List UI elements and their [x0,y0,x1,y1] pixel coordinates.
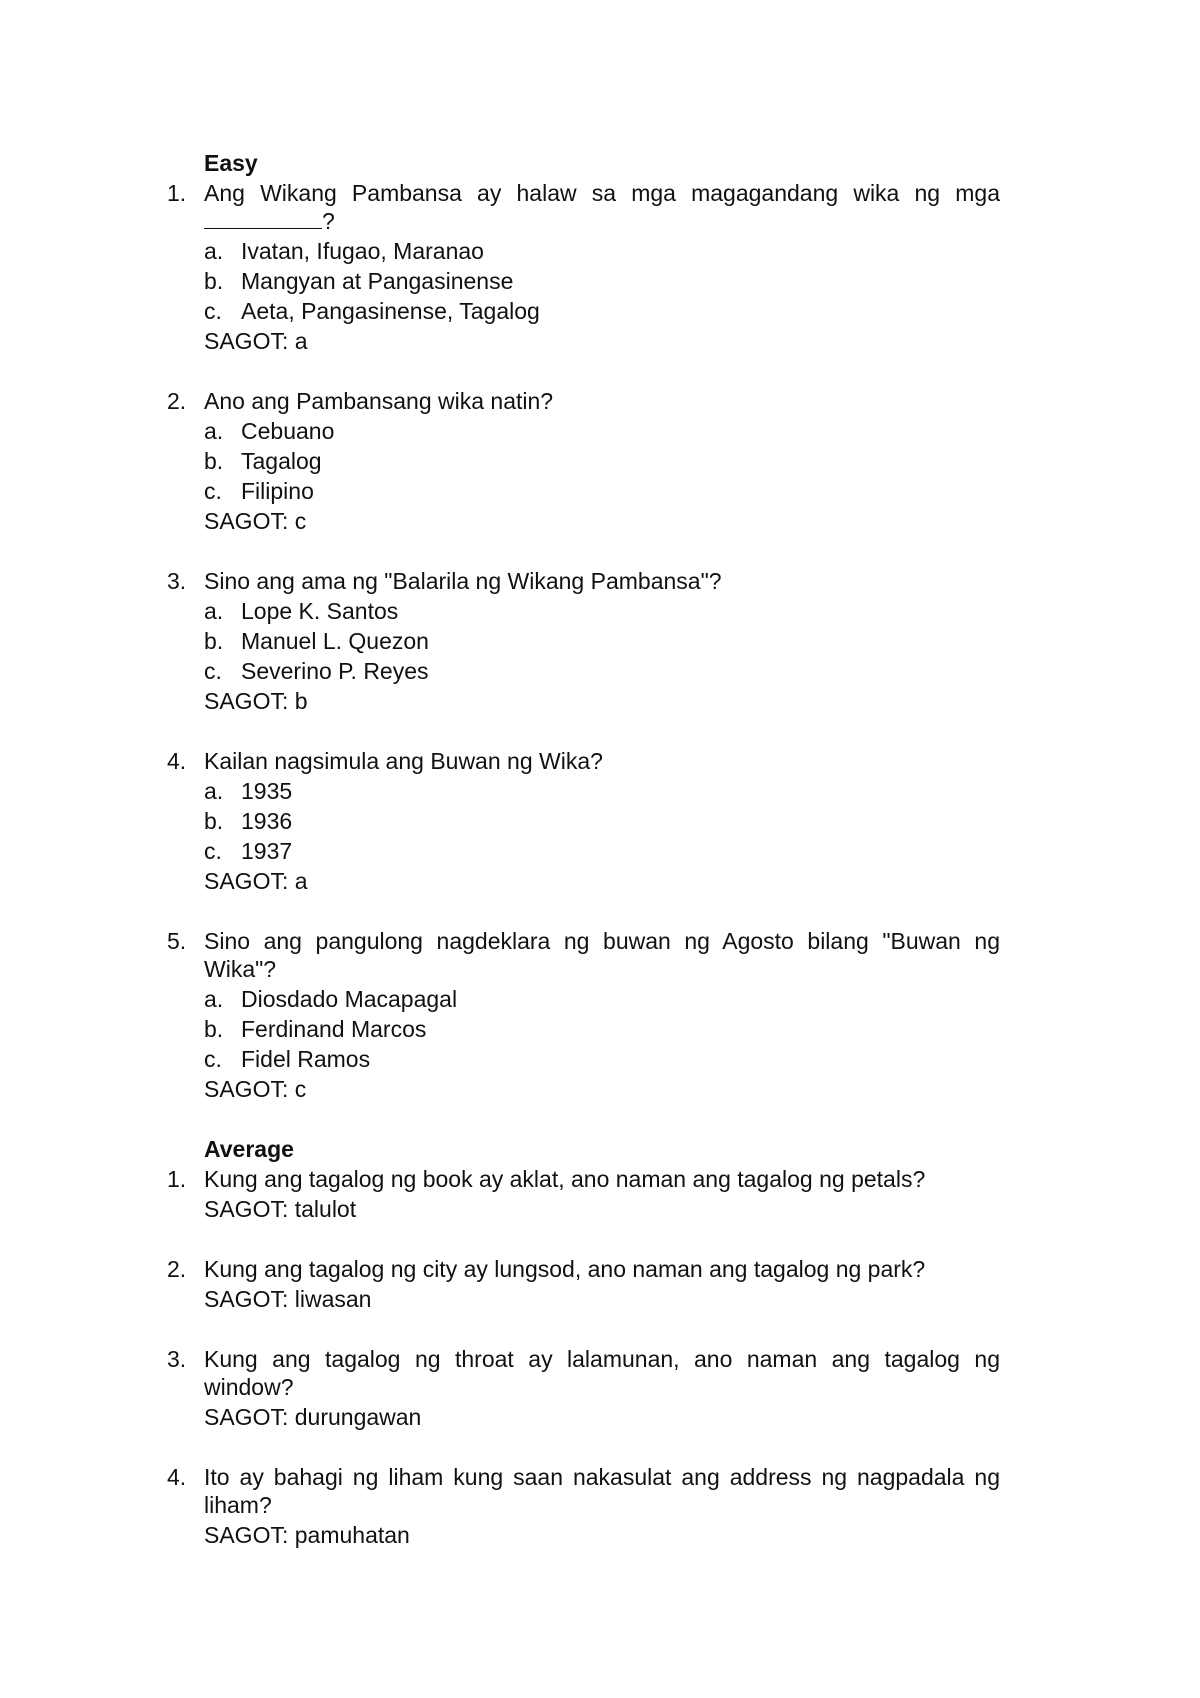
choice-text: 1936 [241,808,293,834]
answer-line: SAGOT: b [204,688,308,714]
spacer [204,1104,1000,1134]
choice-text: Mangyan at Pangasinense [241,268,514,294]
answer-line: SAGOT: c [204,1076,307,1102]
spacer [204,1224,1000,1254]
question-text-part: Ang Wikang Pambansa ay halaw sa mga magagandang wika ng mga [204,180,1000,206]
choice-c [204,1044,1000,1074]
question-number: 2. [167,1256,187,1282]
choice-text: Lope K. Santos [241,598,399,624]
question-number: 1. [167,1166,187,1192]
document-content [167,148,1000,1550]
choice-letter: b. [204,1016,224,1042]
choice-letter: a. [204,986,224,1012]
answer-line: SAGOT: liwasan [204,1286,372,1312]
choice-letter: b. [204,448,224,474]
choice-text: Fidel Ramos [241,1046,371,1072]
choice-text: 1937 [241,838,293,864]
spacer [204,716,1000,746]
average-question-4 [167,1462,1000,1550]
choice-text: Ferdinand Marcos [241,1016,427,1042]
choice-b [204,626,1000,656]
answer-line: SAGOT: durungawan [204,1404,422,1430]
question-number: 3. [167,568,187,594]
choice-text: Aeta, Pangasinense, Tagalog [241,298,540,324]
choice-text: Cebuano [241,418,335,444]
easy-question-1 [167,178,1000,356]
average-question-2 [167,1254,1000,1314]
choice-c [204,296,1000,326]
spacer [204,1314,1000,1344]
choice-text: Manuel L. Quezon [241,628,429,654]
choice-c [204,836,1000,866]
average-question-1 [167,1164,1000,1224]
choice-letter: a. [204,598,224,624]
choice-letter: b. [204,808,224,834]
choice-letter: c. [204,838,222,864]
choice-text: Ivatan, Ifugao, Maranao [241,238,484,264]
choice-letter: c. [204,298,222,324]
question-text: Kung ang tagalog ng city ay lungsod, ano naman ang tagalog ng park? [204,1256,926,1282]
choice-b [204,266,1000,296]
question-number: 3. [167,1346,187,1372]
question-number: 5. [167,928,187,954]
choice-a [204,416,1000,446]
question-number: 1. [167,180,187,206]
choice-a [204,596,1000,626]
answer-line: SAGOT: talulot [204,1196,357,1222]
choice-c [204,476,1000,506]
question-text [204,178,1000,236]
question-text: Ano ang Pambansang wika natin? [204,388,554,414]
question-text: Ito ay bahagi ng liham kung saan nakasulat ang address ng nagpadala ng liham? [204,1464,1000,1518]
answer-line: SAGOT: pamuhatan [204,1522,410,1548]
question-text-end: ? [322,208,335,234]
section-title-average: Average [204,1136,294,1162]
question-text: Kailan nagsimula ang Buwan ng Wika? [204,748,603,774]
choice-letter: a. [204,778,224,804]
question-text: Kung ang tagalog ng throat ay lalamunan, ano naman ang tagalog ng window? [204,1346,1000,1400]
choice-b [204,806,1000,836]
choice-letter: a. [204,418,224,444]
choice-text: 1935 [241,778,293,804]
choice-c [204,656,1000,686]
question-text: Sino ang ama ng "Balarila ng Wikang Pambansa"? [204,568,722,594]
choice-text: Diosdado Macapagal [241,986,458,1012]
answer-blank [204,207,322,229]
choice-text: Tagalog [241,448,322,474]
choice-letter: a. [204,238,224,264]
choice-text: Severino P. Reyes [241,658,429,684]
spacer [204,356,1000,386]
question-number: 4. [167,748,187,774]
easy-question-3 [167,566,1000,716]
section-title-easy: Easy [204,150,258,176]
answer-line: SAGOT: c [204,508,307,534]
choice-letter: c. [204,658,222,684]
easy-question-4 [167,746,1000,896]
choice-text: Filipino [241,478,314,504]
question-number: 4. [167,1464,187,1490]
spacer [204,1432,1000,1462]
question-text: Kung ang tagalog ng book ay aklat, ano naman ang tagalog ng petals? [204,1166,926,1192]
choice-a [204,236,1000,266]
answer-line: SAGOT: a [204,328,308,354]
easy-question-5 [167,926,1000,1104]
question-text: Sino ang pangulong nagdeklara ng buwan ng Agosto bilang "Buwan ng Wika"? [204,928,1000,982]
answer-line: SAGOT: a [204,868,308,894]
choice-b [204,446,1000,476]
spacer [204,896,1000,926]
choice-letter: b. [204,268,224,294]
choice-b [204,1014,1000,1044]
choice-letter: c. [204,1046,222,1072]
average-question-3 [167,1344,1000,1432]
choice-letter: c. [204,478,222,504]
choice-a [204,776,1000,806]
choice-letter: b. [204,628,224,654]
question-number: 2. [167,388,187,414]
spacer [204,536,1000,566]
choice-a [204,984,1000,1014]
easy-question-2 [167,386,1000,536]
